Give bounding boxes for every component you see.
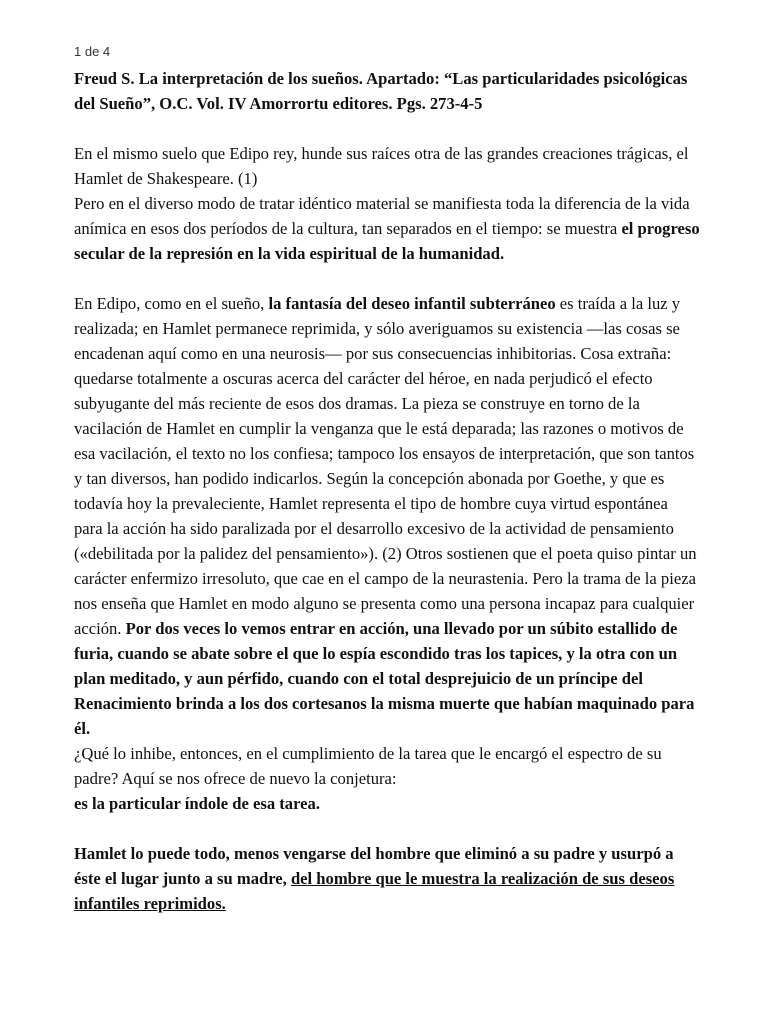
paragraph-repression-emphasis: el progreso secular de la represión en la vida espiritual de la humanidad.	[74, 219, 700, 263]
paragraph-conclusion	[74, 841, 700, 916]
paragraph-intro	[74, 141, 700, 266]
paragraph-conjecture: es la particular índole de esa tarea.	[74, 794, 320, 813]
paragraph-hamlet-emphasis-2: Por dos veces lo vemos entrar en acción, una llevado por un súbito estallido de furia, cuando se abate sobre el que lo espía escondido tras los tapices, y la otra con un plan meditado, y aun pérfido, cuando con el total desprejuicio de un príncipe del Renacimiento brinda a los dos cortesanos la misma muerte que habían maquinado para él.	[74, 619, 695, 738]
paragraph-repression-text: Pero en el diverso modo de tratar idéntico material se manifiesta toda la diferencia de la vida anímica en esos dos períodos de la cultura, tan separados en el tiempo: se muestra	[74, 194, 690, 238]
spacer	[74, 816, 700, 841]
paragraph-hamlet-emphasis-1: la fantasía del deseo infantil subterráneo	[268, 294, 556, 313]
page-number: 1 de 4	[74, 44, 111, 59]
paragraph-conclusion-bold: Hamlet lo puede todo, menos vengarse del hombre que eliminó a su padre y usurpó a éste el lugar junto a su madre,	[74, 844, 674, 888]
paragraph-conclusion-underlined: del hombre que le muestra la realización de sus deseos infantiles reprimidos.	[74, 869, 675, 913]
paragraph-hamlet-body: es traída a la luz y realizada; en Hamlet permanece reprimida, y sólo averiguamos su existencia —las cosas se encadenan aquí como en una neurosis— por sus consecuencias inhibitorias. Cosa extraña: quedarse totalmente a oscuras acerca del carácter del héroe, en nada perjudicó el efecto subyugante del más reciente de esos dos dramas. La pieza se construye en torno de la vacilación de Hamlet en cumplir la venganza que le está deparada; las razones o motivos de esa vacilación, el texto no los confiesa; tampoco los ensayos de interpretación, que son tantos y tan diversos, han podido indicarlos. Según la concepción abonada por Goethe, y que es todavía hoy la prevaleciente, Hamlet representa el tipo de hombre cuya virtud espontánea para la acción ha sido paralizada por el desarrollo excesivo de la actividad de pensamiento («debilitada por la palidez del pensamiento»). (2) Otros sostienen que el poeta quiso pintar un carácter enfermizo irresoluto, que cae en el campo de la neurastenia. Pero la trama de la pieza nos enseña que Hamlet en modo alguno se presenta como una persona incapaz para cualquier acción.	[74, 294, 697, 638]
document-page	[74, 42, 700, 916]
spacer	[74, 266, 700, 291]
paragraph-question: ¿Qué lo inhibe, entonces, en el cumplimiento de la tarea que le encargó el espectro de su padre? Aquí se nos ofrece de nuevo la conjetura:	[74, 744, 662, 788]
paragraph-hamlet-lead: En Edipo, como en el sueño,	[74, 294, 269, 313]
spacer	[74, 116, 700, 141]
document-title: Freud S. La interpretación de los sueños. Apartado: “Las particularidades psicológicas del Sueño”, O.C. Vol. IV Amorrortu editores. Pgs. 273-4-5	[74, 69, 688, 113]
paragraph-hamlet	[74, 291, 700, 816]
paragraph-intro-text: En el mismo suelo que Edipo rey, hunde sus raíces otra de las grandes creaciones trágicas, el Hamlet de Shakespeare. (1)	[74, 144, 689, 188]
